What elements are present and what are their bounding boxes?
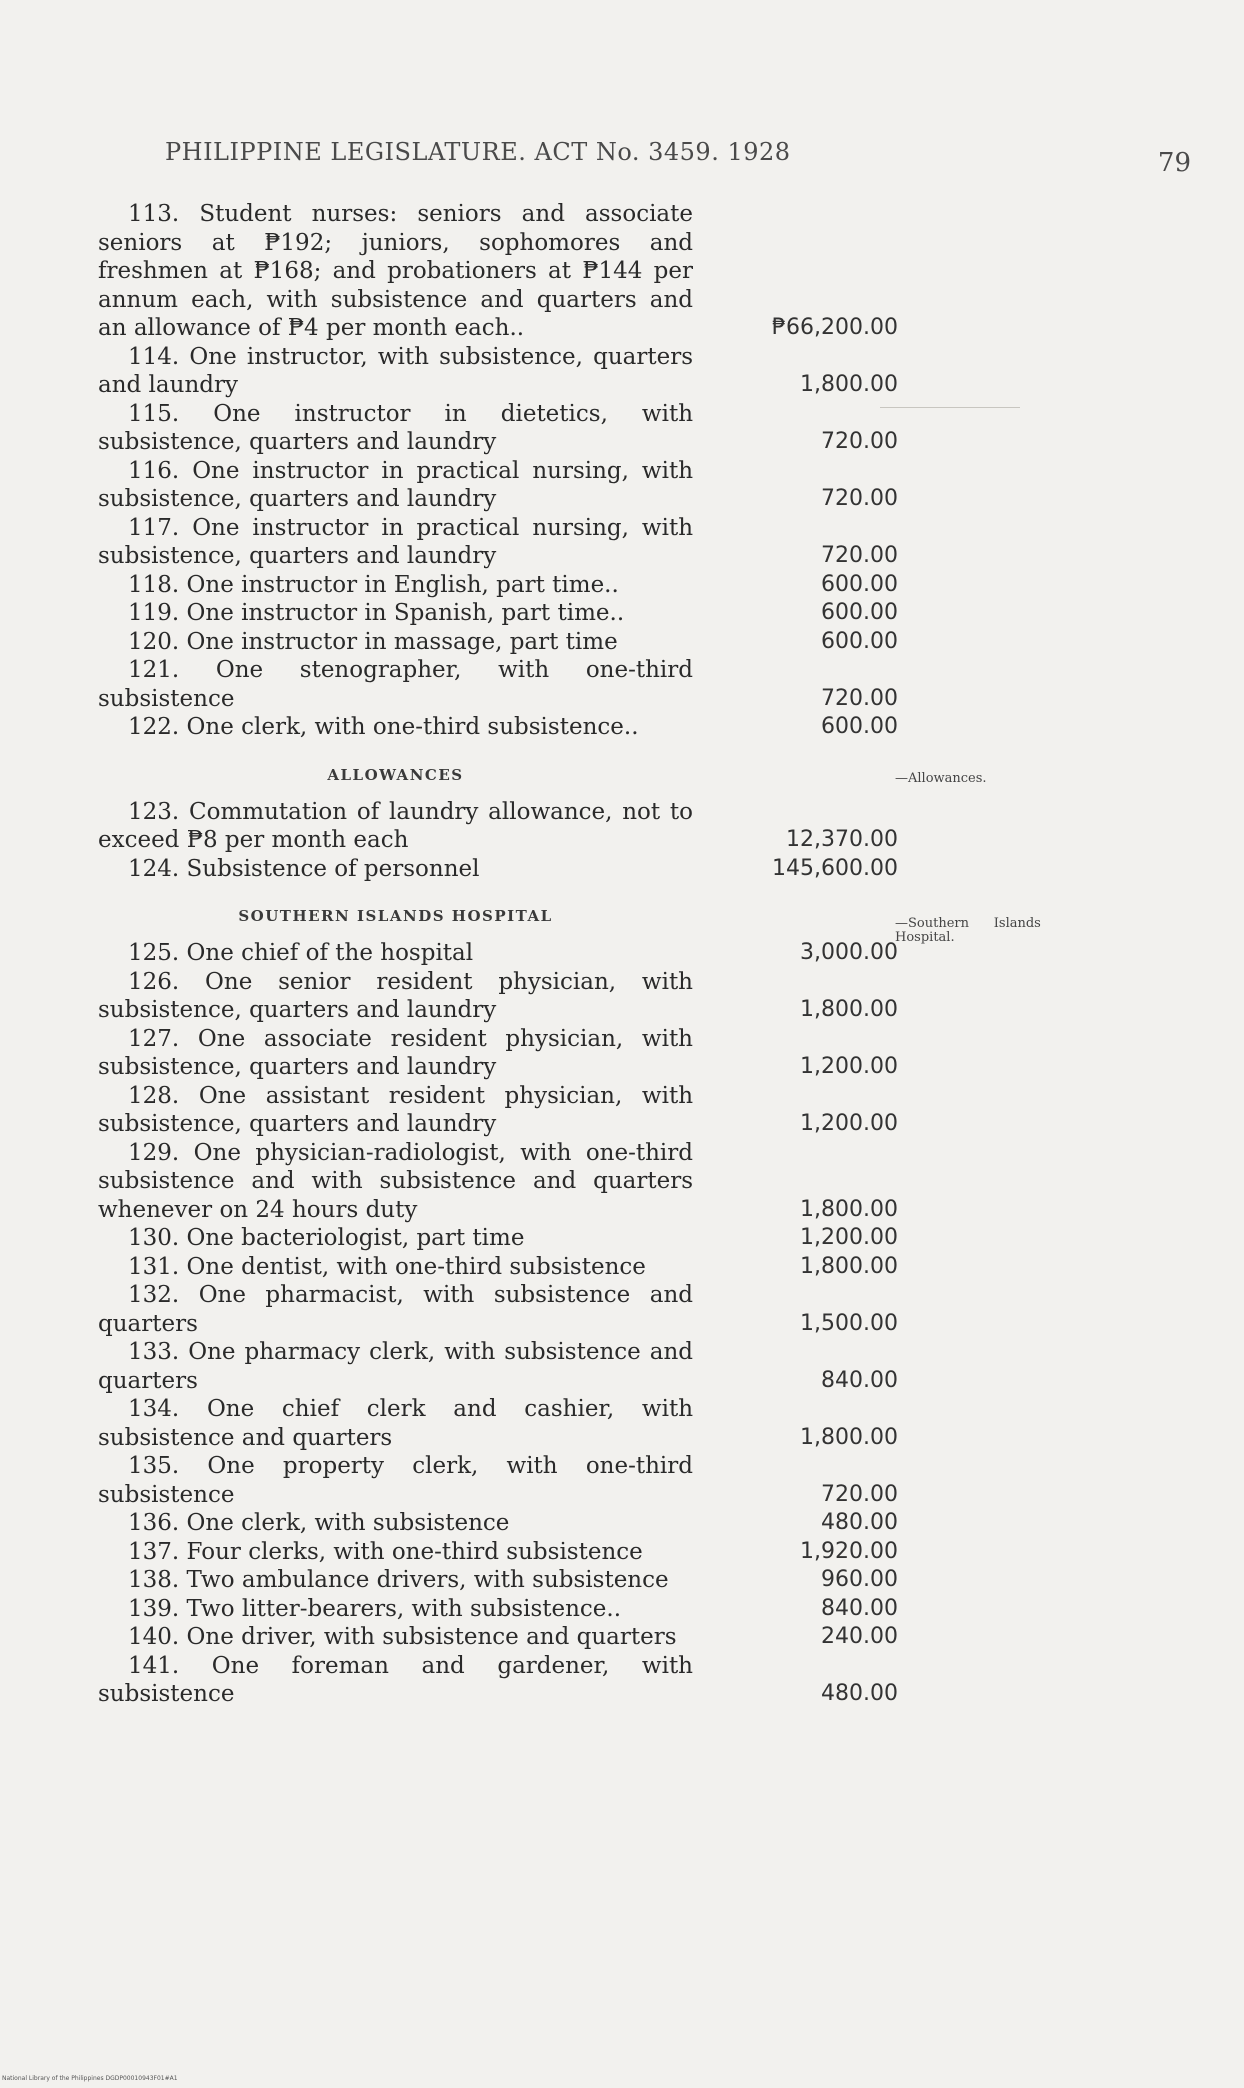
item-description: One instructor in English, part time..	[186, 571, 619, 598]
line-item	[98, 599, 898, 628]
line-item	[98, 855, 898, 884]
line-item	[98, 798, 898, 855]
item-description: One instructor, with subsistence, quarters and laundry	[98, 343, 693, 398]
line-item-text	[98, 1623, 693, 1652]
document-body	[98, 200, 898, 1709]
item-number: 130.	[128, 1225, 180, 1251]
item-number: 136.	[128, 1510, 180, 1536]
line-item	[98, 1509, 898, 1538]
item-description: One chief clerk and cashier, with subsistence and quarters	[98, 1396, 694, 1451]
line-item-text	[98, 514, 693, 571]
item-number: 134.	[128, 1396, 180, 1422]
line-item-text	[98, 1452, 693, 1509]
line-item	[98, 1538, 898, 1567]
item-description: One clerk, with one-third subsistence..	[186, 714, 639, 740]
item-number: 129.	[128, 1139, 180, 1166]
item-number: 118.	[128, 571, 180, 598]
item-amount: 240.00	[821, 1624, 898, 1649]
line-item	[98, 1338, 898, 1395]
item-group-staff	[98, 200, 898, 742]
item-amount: 1,500.00	[800, 1310, 898, 1336]
side-note-southern-line2: Hospital.	[895, 930, 955, 945]
line-item-text	[98, 1566, 693, 1595]
line-item	[98, 1395, 898, 1452]
item-amount: 1,800.00	[800, 1253, 898, 1279]
item-amount: 1,920.00	[800, 1538, 898, 1564]
item-number: 121.	[128, 657, 180, 683]
item-description: One associate resident physician, with subsistence, quarters and laundry	[98, 1025, 693, 1080]
item-description: One clerk, with subsistence	[186, 1510, 510, 1536]
line-item-text	[98, 1509, 693, 1538]
item-amount: 720.00	[821, 486, 898, 511]
line-item-text	[98, 457, 693, 514]
line-item-text	[98, 1082, 693, 1139]
item-number: 132.	[128, 1282, 180, 1308]
line-item-text	[98, 400, 693, 457]
line-item-text	[98, 1224, 693, 1253]
line-item-text	[98, 713, 693, 742]
item-amount: 1,800.00	[800, 1424, 898, 1450]
line-item	[98, 1139, 898, 1225]
item-description: One instructor in practical nursing, with subsistence, quarters and laundry	[98, 457, 694, 512]
line-item	[98, 628, 898, 657]
line-item	[98, 1253, 898, 1282]
item-amount: 720.00	[821, 429, 898, 454]
item-amount: 720.00	[821, 1481, 898, 1507]
item-description: One pharmacy clerk, with subsistence and quarters	[98, 1339, 693, 1394]
line-item-text	[98, 1538, 693, 1567]
item-group-southern-islands	[98, 939, 898, 1709]
side-note-southern-islands	[895, 917, 1041, 945]
line-item	[98, 1595, 898, 1624]
item-amount: 3,000.00	[800, 940, 898, 965]
item-description: One driver, with subsistence and quarters	[186, 1624, 677, 1650]
item-amount: 145,600.00	[772, 855, 898, 881]
line-item-text	[98, 968, 693, 1025]
line-item-text	[98, 1595, 693, 1624]
line-item	[98, 1224, 898, 1253]
line-item	[98, 343, 898, 400]
item-amount: 720.00	[821, 543, 898, 568]
line-item-text	[98, 798, 693, 855]
item-number: 115.	[128, 400, 180, 427]
item-number: 125.	[128, 940, 180, 966]
item-description: One instructor in practical nursing, with subsistence, quarters and laundry	[98, 514, 694, 569]
item-number: 139.	[128, 1595, 180, 1622]
item-group-allowances	[98, 798, 898, 884]
line-item	[98, 1652, 898, 1709]
item-number: 140.	[128, 1624, 180, 1650]
item-number: 127.	[128, 1025, 180, 1052]
line-item-text	[98, 656, 693, 713]
line-item-text	[98, 1139, 693, 1225]
section-heading-southern-islands: SOUTHERN ISLANDS HOSPITAL	[238, 907, 553, 925]
page-number: 79	[1157, 148, 1191, 178]
line-item	[98, 939, 898, 968]
line-item-text	[98, 343, 693, 400]
item-description: One dentist, with one-third subsistence	[186, 1253, 646, 1280]
item-description: One instructor in Spanish, part time..	[186, 600, 625, 626]
item-amount: 600.00	[821, 600, 898, 625]
item-description: Commutation of laundry allowance, not to exceed ₱8 per month each	[98, 798, 693, 853]
line-item	[98, 200, 898, 343]
item-amount: 12,370.00	[786, 827, 898, 852]
item-number: 117.	[128, 514, 180, 541]
line-item-text	[98, 200, 693, 343]
item-description: One stenographer, with one-third subsistence	[98, 657, 693, 712]
item-description: One bacteriologist, part time	[186, 1225, 525, 1251]
item-description: Four clerks, with one-third subsistence	[186, 1538, 643, 1565]
item-number: 135.	[128, 1453, 180, 1479]
item-description: One physician-radiologist, with one-third subsistence and with subsistence and quarters whenever on 24 hours duty	[98, 1139, 693, 1223]
item-number: 116.	[128, 457, 180, 484]
line-item-text	[98, 939, 693, 968]
item-description: One chief of the hospital	[186, 940, 474, 966]
item-number: 119.	[128, 600, 180, 626]
item-description: One instructor in massage, part time	[186, 628, 618, 655]
item-amount: 1,200.00	[800, 1054, 898, 1079]
line-item	[98, 1452, 898, 1509]
item-amount: 720.00	[821, 685, 898, 711]
item-number: 138.	[128, 1567, 180, 1593]
line-item	[98, 1025, 898, 1082]
line-item	[98, 1566, 898, 1595]
line-item-text	[98, 571, 693, 600]
line-item-text	[98, 1652, 693, 1709]
item-number: 141.	[128, 1652, 180, 1679]
line-item	[98, 1623, 898, 1652]
line-item	[98, 968, 898, 1025]
line-item	[98, 400, 898, 457]
item-description: One foreman and gardener, with subsistence	[98, 1652, 693, 1707]
item-amount: 840.00	[821, 1367, 898, 1393]
item-number: 137.	[128, 1538, 180, 1565]
item-number: 123.	[128, 798, 180, 825]
section-heading-allowances: ALLOWANCES	[327, 765, 464, 784]
line-item-text	[98, 855, 693, 884]
item-amount: 1,200.00	[800, 1111, 898, 1136]
item-description: Two litter-bearers, with subsistence..	[186, 1595, 622, 1622]
line-item-text	[98, 628, 693, 657]
item-number: 120.	[128, 628, 180, 655]
line-item-text	[98, 599, 693, 628]
item-description: One property clerk, with one-third subsistence	[98, 1453, 693, 1508]
item-number: 124.	[128, 855, 180, 882]
line-item	[98, 713, 898, 742]
line-item-text	[98, 1253, 693, 1282]
line-item	[98, 1281, 898, 1338]
line-item-text	[98, 1281, 693, 1338]
side-note-southern-line1: —Southern Islands	[895, 916, 1041, 931]
item-description: One pharmacist, with subsistence and quarters	[98, 1282, 693, 1337]
line-item-text	[98, 1338, 693, 1395]
line-item	[98, 1082, 898, 1139]
line-item-text	[98, 1025, 693, 1082]
item-description: Subsistence of personnel	[186, 855, 480, 882]
item-number: 114.	[128, 343, 180, 370]
line-item	[98, 656, 898, 713]
line-item-text	[98, 1395, 693, 1452]
item-amount: ₱66,200.00	[772, 315, 898, 340]
item-amount: 840.00	[821, 1595, 898, 1621]
item-description: Two ambulance drivers, with subsistence	[186, 1567, 669, 1593]
margin-rule	[880, 407, 1020, 408]
page-header: PHILIPPINE LEGISLATURE. ACT No. 3459. 1928	[165, 138, 791, 166]
item-amount: 960.00	[821, 1567, 898, 1592]
item-amount: 480.00	[821, 1510, 898, 1535]
item-number: 128.	[128, 1082, 180, 1109]
item-description: One assistant resident physician, with subsistence, quarters and laundry	[98, 1082, 694, 1137]
item-amount: 600.00	[821, 714, 898, 739]
item-amount: 600.00	[821, 628, 898, 654]
item-number: 113.	[128, 201, 180, 227]
side-note-allowances: —Allowances.	[895, 771, 987, 786]
item-description: One instructor in dietetics, with subsistence, quarters and laundry	[98, 400, 694, 455]
line-item	[98, 514, 898, 571]
item-description: Student nurses: seniors and associate seniors at ₱192; juniors, sophomores and freshmen at ₱168; and probationers at ₱144 per annum each, with subsistence and quarters and an allowance of ₱4 per month each..	[98, 201, 693, 341]
item-description: One senior resident physician, with subsistence, quarters and laundry	[98, 968, 693, 1023]
item-amount: 480.00	[821, 1681, 898, 1706]
item-number: 126.	[128, 968, 180, 995]
library-stamp: National Library of the Philippines DGDP00010943F01#A1	[2, 2075, 178, 2082]
item-amount: 600.00	[821, 571, 898, 597]
item-amount: 1,800.00	[800, 1196, 898, 1222]
item-amount: 1,800.00	[800, 372, 898, 397]
item-number: 122.	[128, 714, 180, 740]
line-item	[98, 571, 898, 600]
item-number: 131.	[128, 1253, 180, 1280]
item-number: 133.	[128, 1339, 180, 1365]
item-amount: 1,200.00	[800, 1225, 898, 1250]
item-amount: 1,800.00	[800, 997, 898, 1022]
line-item	[98, 457, 898, 514]
